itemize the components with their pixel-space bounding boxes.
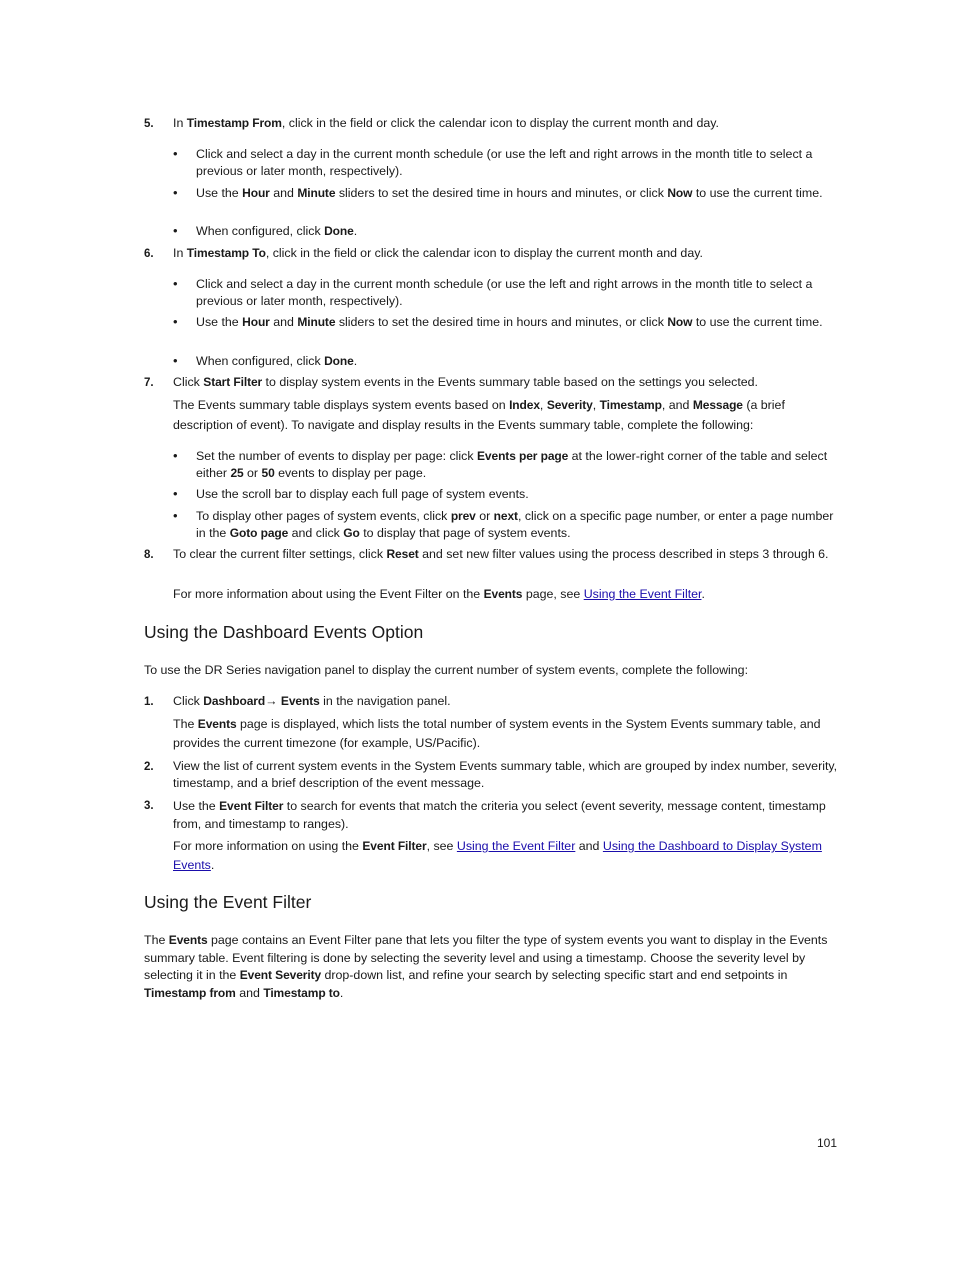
page-number: 101 (817, 1136, 838, 1150)
step-number: 7. (144, 377, 154, 389)
bullet-icon: • (173, 146, 178, 161)
bullet-text: When configured, click Done. (196, 224, 358, 238)
bullet-text: Click and select a day in the current month schedule (or use the left and right arrows in the month title to select a previous or later month, respectively). (196, 277, 813, 308)
step-text: Click Start Filter to display system events in the Events summary table based on the settings you selected. (173, 375, 758, 389)
bullet-text: Set the number of events to display per page: click Events per page at the lower-right corner of the table and select either 25 or 50 events to display per page. (196, 449, 828, 480)
section-heading: Using the Dashboard Events Option (144, 622, 424, 642)
step-number: 2. (144, 761, 154, 773)
section-paragraph: The Events page contains an Event Filter pane that lets you filter the type of system events you want to display in the Events summary table. Event filtering is done by selecting the severity level and using a timestamp. Choose the severity level by selecting it in the Event Severity drop-down list, and refine your search by selecting specific start and end setpoints in Timestamp from and Timestamp to. (144, 933, 828, 1000)
step-number: 5. (144, 118, 154, 130)
step-number: 1. (144, 696, 154, 708)
step-text: To clear the current filter settings, click Reset and set new filter values using the process described in steps 3 through 6. (173, 547, 829, 561)
bullet-icon: • (173, 185, 178, 200)
link-using-event-filter[interactable]: Using the Event Filter (456, 839, 576, 853)
bullet-text: Use the scroll bar to display each full page of system events. (196, 487, 529, 501)
step-text: In Timestamp From, click in the field or click the calendar icon to display the current month and day. (173, 116, 719, 130)
bullet-icon: • (173, 276, 178, 291)
step-paragraph: For more information on using the Event Filter, see Using the Event Filter and Using the Dashboard to Display System Events. (173, 839, 822, 872)
step-number: 6. (144, 248, 154, 260)
bullet-icon: • (173, 223, 178, 238)
bullet-icon: • (173, 448, 178, 463)
bullet-text: Use the Hour and Minute sliders to set the desired time in hours and minutes, or click Now to use the current time. (196, 315, 823, 329)
step-number: 3. (144, 800, 154, 812)
step-text: In Timestamp To, click in the field or click the calendar icon to display the current month and day. (173, 246, 703, 260)
bullet-text: When configured, click Done. (196, 354, 358, 368)
bullet-text: Click and select a day in the current month schedule (or use the left and right arrows in the month title to select a previous or later month, respectively). (196, 147, 813, 178)
section-heading: Using the Event Filter (144, 892, 312, 912)
step-paragraph: For more information about using the Event Filter on the Events page, see Using the Event Filter. (173, 587, 705, 601)
bullet-icon: • (173, 486, 178, 501)
step-number: 8. (144, 549, 154, 561)
step-text: Click Dashboard→ Events in the navigation panel. (173, 694, 451, 708)
step-paragraph: The Events page is displayed, which lists the total number of system events in the System Events summary table, and provides the current timezone (for example, US/Pacific). (173, 717, 821, 750)
step-text: View the list of current system events in the System Events summary table, which are grouped by index number, severity, timestamp, and a brief description of the event message. (173, 759, 838, 790)
section-intro: To use the DR Series navigation panel to display the current number of system events, complete the following: (144, 663, 749, 677)
bullet-icon: • (173, 508, 178, 523)
step-text: Use the Event Filter to search for events that match the criteria you select (event severity, message content, timestamp from, and timestamp to ranges). (173, 799, 826, 831)
step-paragraph: The Events summary table displays system events based on Index, Severity, Timestamp, and Message (a brief description of event). To navigate and display results in the Events summary table, complete the following: (173, 398, 785, 432)
bullet-text: Use the Hour and Minute sliders to set the desired time in hours and minutes, or click Now to use the current time. (196, 186, 823, 200)
link-using-event-filter[interactable]: Using the Event Filter (583, 587, 702, 601)
link-dashboard-display-events[interactable]: Using the Dashboard to Display System Events (173, 839, 822, 872)
bullet-icon: • (173, 353, 178, 368)
bullet-text: To display other pages of system events, click prev or next, click on a specific page number, or enter a page number in the Goto page and click Go to display that page of system events. (196, 509, 834, 540)
bullet-icon: • (173, 314, 178, 329)
